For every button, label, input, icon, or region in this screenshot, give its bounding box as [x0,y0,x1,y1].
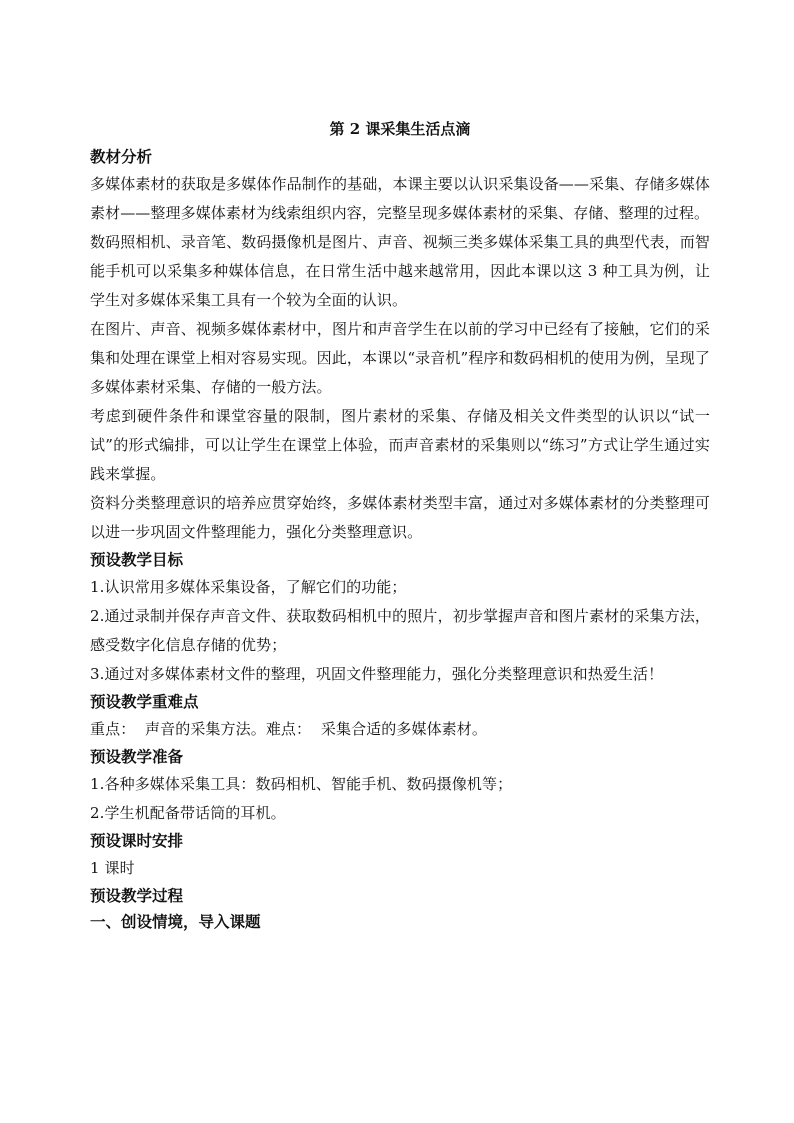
document-title: 第 2 课采集生活点滴 [329,120,471,138]
section-heading-step-one: 一、创设情境，导入课题 [90,912,261,931]
section-heading-key-points: 预设教学重难点 [90,692,199,711]
paragraph: 3.通过对多媒体素材文件的整理，巩固文件整理能力，强化分类整理意识和热爱生活！ [90,665,664,683]
paragraph: 1.认识常用多媒体采集设备，了解它们的功能； [90,578,407,596]
section-heading-process: 预设教学过程 [90,886,184,905]
section-heading-teaching-goals: 预设教学目标 [90,550,184,569]
paragraph: 在图片、声音、视频多媒体素材中，图片和声音学生在以前的学习中已经有了接触，它们的采集和处理在课堂上相对容易实现。因此，本课以“录音机”程序和数码相机的使用为例，呈现了多媒体素材采集、存储的一般方法。 [90,320,710,396]
paragraph: 重点： 声音的采集方法。难点： 采集合适的多媒体素材。 [90,720,487,738]
section-heading-schedule: 预设课时安排 [90,831,184,850]
paragraph: 资料分类整理意识的培养应贯穿始终，多媒体素材类型丰富，通过对多媒体素材的分类整理可以进一步巩固文件整理能力，强化分类整理意识。 [90,494,710,541]
paragraph: 数码照相机、录音笔、数码摄像机是图片、声音、视频三类多媒体采集工具的典型代表，而智能手机可以采集多种媒体信息，在日常生活中越来越常用，因此本课以这 3 种工具为例，让学生对多媒体采集工具有一个较为全面的认识。 [90,233,710,309]
paragraph: 2.通过录制并保存声音文件、获取数码相机中的照片，初步掌握声音和图片素材的采集方法，感受数字化信息存储的优势； [90,607,710,654]
paragraph: 1 课时 [90,859,135,877]
paragraph: 1.各种多媒体采集工具：数码相机、智能手机、数码摄像机等； [90,775,513,793]
paragraph: 2.学生机配备带话筒的耳机。 [90,804,286,822]
section-heading-preparation: 预设教学准备 [90,747,184,766]
document-page [90,116,710,935]
section-heading-material-analysis: 教材分析 [90,147,153,166]
paragraph: 考虑到硬件条件和课堂容量的限制，图片素材的采集、存储及相关文件类型的认识以“试一试”的形式编排，可以让学生在课堂上体验，而声音素材的采集则以“练习”方式让学生通过实践来掌握。 [90,407,710,483]
paragraph: 多媒体素材的获取是多媒体作品制作的基础，本课主要以认识采集设备——采集、存储多媒体素材——整理多媒体素材为线索组织内容，完整呈现多媒体素材的采集、存储、整理的过程。 [90,175,710,222]
